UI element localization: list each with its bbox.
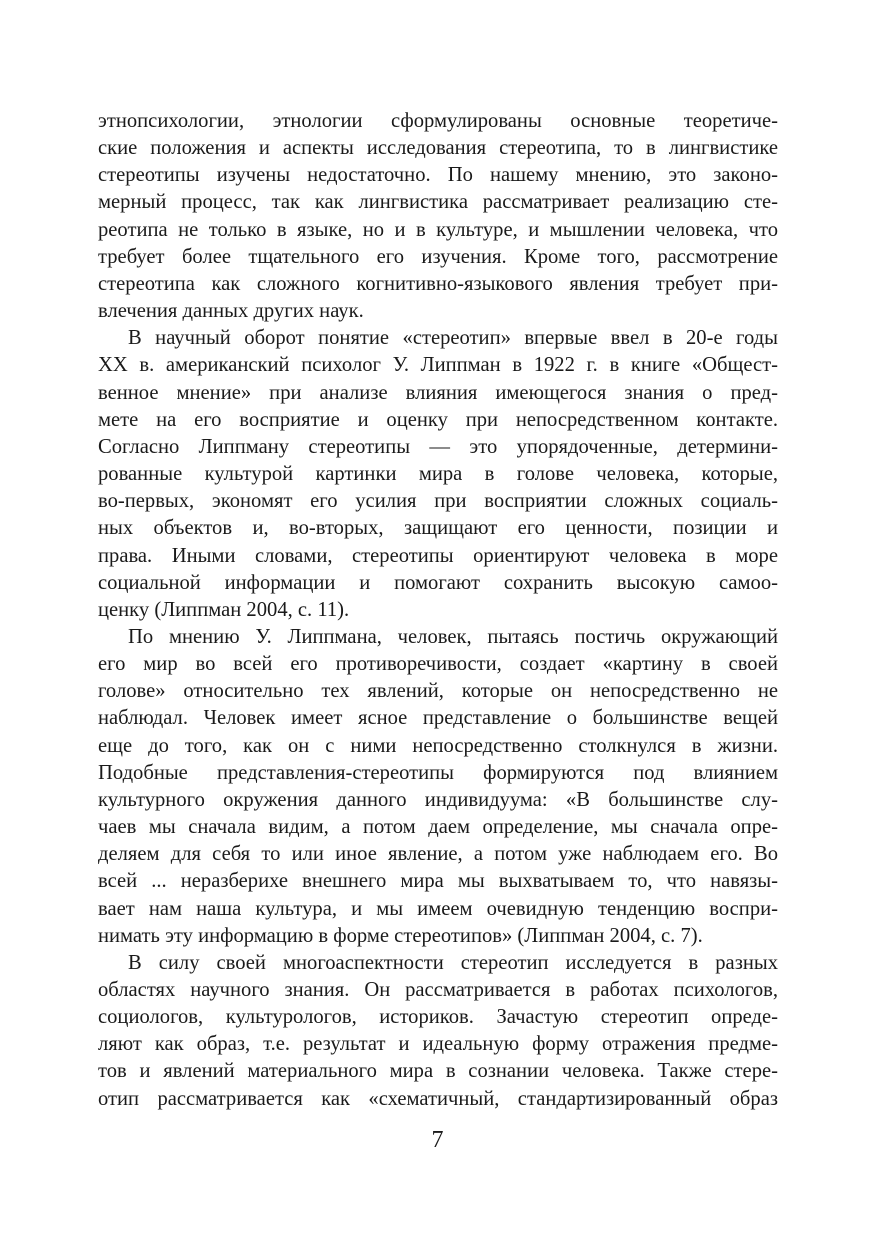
text-line: В силу своей многоаспектности стереотип исследуется в разных [128, 951, 778, 974]
paragraph-3 [98, 624, 778, 950]
text-line: мете на его восприятие и оценку при непосредственном контакте. [98, 408, 778, 431]
text-line: областях научного знания. Он рассматривается в работах психологов, [98, 979, 778, 1001]
paragraph-4 [98, 950, 778, 1113]
text-line: влечения данных других наук. [98, 300, 364, 323]
text-line: ценку (Липпман 2004, с. 11). [98, 598, 350, 621]
text-line: социологов, культурологов, историков. Зачастую стереотип опреде- [98, 1006, 778, 1029]
text-line: тов и явлений материального мира в сознании человека. Также стере- [98, 1060, 778, 1083]
text-line: еще до того, как он с ними непосредственно столкнулся в жизни. [98, 734, 778, 757]
text-line: стереотипа как сложного когнитивно-языкового явления требует при- [98, 272, 778, 295]
text-line: права. Иными словами, стереотипы ориентируют человека в море [98, 544, 778, 567]
text-line: ские положения и аспекты исследования стереотипа, то в лингвистике [98, 137, 778, 160]
text-line: голове» относительно тех явлений, которые он непосредственно не [98, 680, 778, 703]
page-number: 7 [431, 1127, 444, 1153]
text-line: отип рассматривается как «схематичный, стандартизированный образ [98, 1087, 778, 1110]
paragraph-2 [98, 325, 778, 624]
text-line: культурного окружения данного индивидуума: «В большинстве слу- [98, 788, 778, 811]
text-line: мерный процесс, так как лингвистика рассматривает реализацию сте- [98, 191, 778, 214]
text-line: По мнению У. Липпмана, человек, пытаясь постичь окружающий [128, 625, 778, 648]
text-line: деляем для себя то или иное явление, а потом уже наблюдаем его. Во [98, 843, 778, 866]
text-line: Согласно Липпману стереотипы — это упорядоченные, детермини- [98, 435, 778, 458]
text-line: его мир во всей его противоречивости, создает «картину в своей [98, 653, 778, 676]
text-line: чаев мы сначала видим, а потом даем определение, мы сначала опре- [98, 816, 778, 839]
text-line: ляют как образ, т.е. результат и идеальную форму отражения предме- [98, 1033, 778, 1056]
text-line: всей ... неразберихе внешнего мира мы выхватываем то, что навязы- [98, 870, 778, 893]
text-line: XX в. американский психолог У. Липпман в 1922 г. в книге «Общест- [98, 354, 778, 377]
text-line: вает нам наша культура, и мы имеем очевидную тенденцию воспри- [98, 897, 778, 920]
text-line: Подобные представления-стереотипы формируются под влиянием [98, 761, 778, 784]
text-line: стереотипы изучены недостаточно. По нашему мнению, это законо- [98, 164, 778, 187]
text-line: реотипа не только в языке, но и в культуре, и мышлении человека, что [98, 218, 778, 241]
text-line: требует более тщательного его изучения. Кроме того, рассмотрение [98, 245, 778, 268]
text-line: ных объектов и, во-вторых, защищают его ценности, позиции и [98, 517, 778, 540]
text-line: венное мнение» при анализе влияния имеющегося знания о пред- [98, 381, 778, 404]
paragraph-1 [98, 108, 778, 325]
text-line: этнопсихологии, этнологии сформулированы основные теоретиче- [98, 110, 778, 132]
text-line: наблюдал. Человек имеет ясное представление о большинстве вещей [98, 707, 778, 730]
text-line: рованные культурой картинки мира в голове человека, которые, [98, 463, 778, 486]
text-line: социальной информации и помогают сохранить высокую самоо- [98, 571, 778, 594]
text-line: во-первых, экономят его усилия при восприятии сложных социаль- [98, 490, 778, 513]
body-text [98, 108, 778, 1113]
text-line: нимать эту информацию в форме стереотипов» (Липпман 2004, с. 7). [98, 924, 703, 947]
text-line: В научный оборот понятие «стереотип» впервые ввел в 20-е годы [128, 327, 778, 350]
